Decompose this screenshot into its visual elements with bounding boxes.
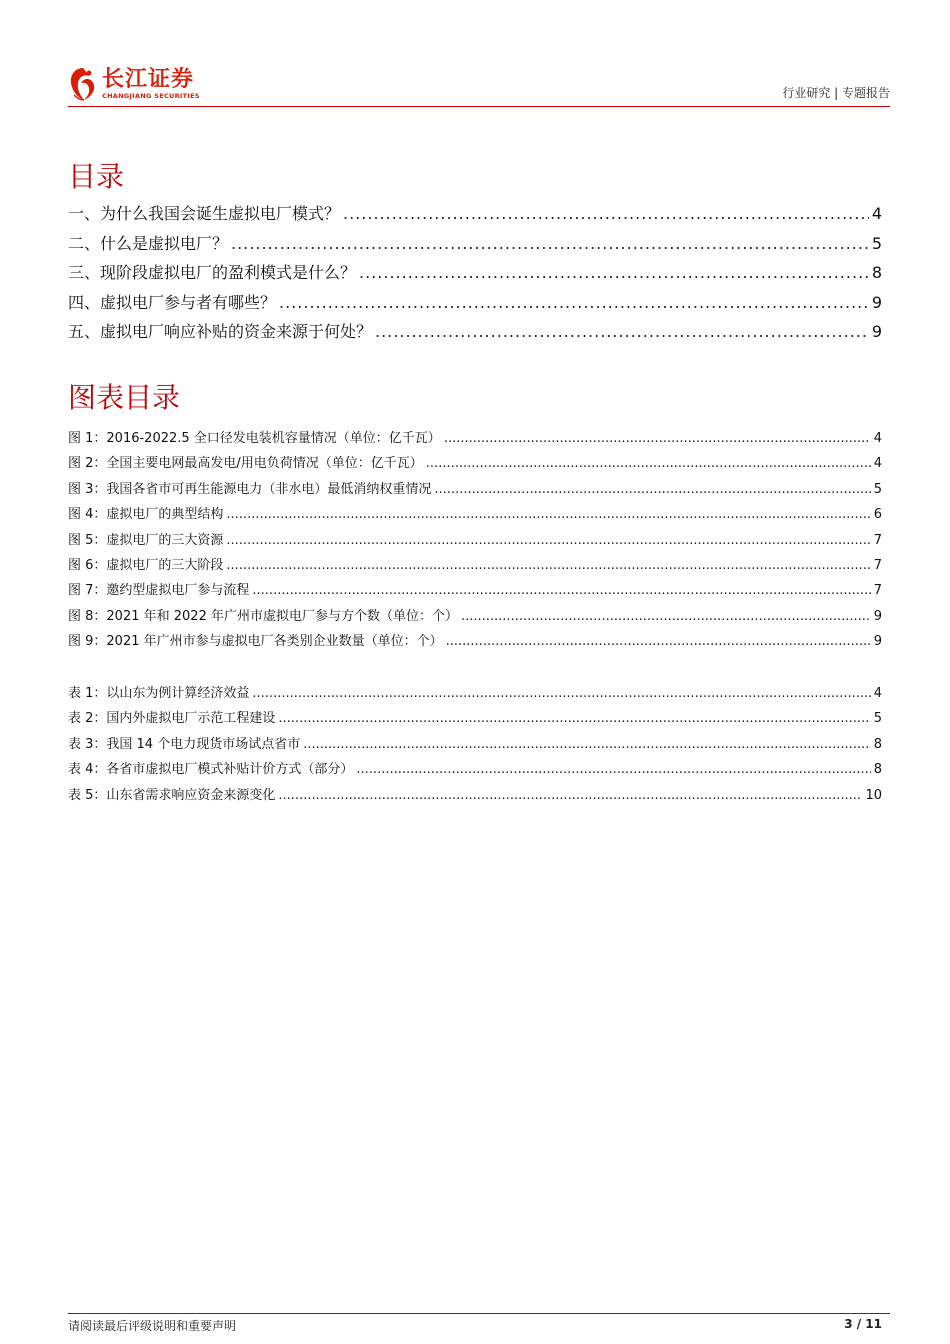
figure-entry-label: 图 4：虚拟电厂的典型结构 bbox=[68, 507, 224, 523]
figure-entry-page: 4 bbox=[873, 431, 882, 446]
table-entry-label: 表 1：以山东为例计算经济效益 bbox=[68, 686, 250, 701]
figure-entry[interactable] bbox=[68, 629, 882, 654]
figure-entry-label: 图 8：2021 年和 2022 年广州市虚拟电厂参与方个数（单位：个） bbox=[68, 608, 458, 624]
table-entry-label: 表 5：山东省需求响应资金来源变化 bbox=[68, 787, 276, 803]
page-header bbox=[68, 62, 890, 108]
toc-entry-label: 四、虚拟电厂参与者有哪些？ bbox=[68, 292, 277, 312]
leader-dots bbox=[375, 317, 869, 347]
table-entry-label: 表 3：我国 14 个电力现货市场试点省市 bbox=[68, 736, 301, 752]
table-entry-label: 表 4：各省市虚拟电厂模式补贴计价方式（部分） bbox=[68, 762, 354, 778]
leader-dots bbox=[461, 604, 871, 629]
footer-disclaimer: 请阅读最后评级说明和重要声明 bbox=[68, 1319, 237, 1333]
figure-entry-label: 图 1：2016-2022.5 全口径发电装机容量情况（单位：亿千瓦） bbox=[68, 431, 441, 446]
toc-entry-page: 4 bbox=[871, 204, 882, 223]
figure-entry[interactable] bbox=[68, 553, 882, 578]
dragon-emblem-icon bbox=[68, 65, 98, 103]
leader-dots bbox=[434, 477, 870, 502]
figure-entry[interactable] bbox=[68, 578, 882, 603]
figure-entry[interactable] bbox=[68, 477, 882, 502]
table-list bbox=[68, 681, 882, 808]
table-entry-page: 8 bbox=[873, 762, 882, 778]
leader-dots bbox=[226, 553, 870, 578]
brand-name-cn: 长江证券 bbox=[102, 67, 195, 92]
figure-entry-page: 9 bbox=[873, 634, 882, 650]
toc-entry-page: 5 bbox=[871, 233, 882, 253]
figure-entry-label: 图 6：虚拟电厂的三大阶段 bbox=[68, 557, 224, 573]
toc-entry[interactable] bbox=[68, 317, 882, 347]
toc-entry[interactable] bbox=[68, 199, 882, 229]
table-entry[interactable] bbox=[68, 783, 882, 808]
figure-entry-label: 图 5：虚拟电厂的三大资源 bbox=[68, 532, 224, 548]
leader-dots bbox=[252, 681, 870, 706]
figure-entry[interactable] bbox=[68, 451, 882, 476]
leader-dots bbox=[226, 502, 870, 527]
figure-entry-page: 7 bbox=[873, 583, 882, 599]
toc-title: 目录 bbox=[68, 160, 125, 193]
table-entry-page: 10 bbox=[865, 787, 882, 803]
table-entry-label: 表 2：国内外虚拟电厂示范工程建设 bbox=[68, 711, 276, 727]
table-entry[interactable] bbox=[68, 732, 882, 757]
figures-toc-title: 图表目录 bbox=[68, 381, 181, 414]
toc-entry-page: 8 bbox=[871, 263, 882, 283]
figure-entry[interactable] bbox=[68, 426, 882, 451]
figure-entry-page: 9 bbox=[873, 608, 882, 624]
figure-entry[interactable] bbox=[68, 502, 882, 527]
toc-entry[interactable] bbox=[68, 288, 882, 318]
table-entry[interactable] bbox=[68, 681, 882, 706]
toc-entry[interactable] bbox=[68, 229, 882, 259]
leader-dots bbox=[446, 629, 871, 654]
toc-entry-page: 9 bbox=[871, 292, 882, 312]
table-entry[interactable] bbox=[68, 706, 882, 731]
table-entry-page: 4 bbox=[873, 686, 882, 701]
leader-dots bbox=[278, 706, 870, 731]
toc-entry-label: 五、虚拟电厂响应补贴的资金来源于何处？ bbox=[68, 322, 373, 342]
leader-dots bbox=[426, 451, 871, 476]
figure-entry-page: 6 bbox=[873, 507, 882, 523]
leader-dots bbox=[278, 783, 862, 808]
toc-list bbox=[68, 199, 882, 347]
figure-entry-page: 7 bbox=[873, 557, 882, 573]
leader-dots bbox=[279, 288, 869, 318]
figure-list bbox=[68, 426, 882, 655]
leader-dots bbox=[231, 229, 869, 259]
figure-entry-label: 图 7：邀约型虚拟电厂参与流程 bbox=[68, 583, 250, 599]
figure-entry[interactable] bbox=[68, 604, 882, 629]
leader-dots bbox=[359, 258, 869, 288]
toc-entry[interactable] bbox=[68, 258, 882, 288]
leader-dots bbox=[444, 426, 871, 451]
header-divider bbox=[68, 106, 890, 107]
leader-dots bbox=[356, 757, 870, 782]
leader-dots bbox=[252, 578, 870, 603]
leader-dots bbox=[303, 732, 871, 757]
toc-entry-label: 一、为什么我国会诞生虚拟电厂模式？ bbox=[68, 204, 341, 223]
brand-name-en: CHANGJIANG SECURITIES bbox=[102, 92, 200, 100]
table-entry-page: 8 bbox=[873, 736, 882, 752]
figure-entry-label: 图 9：2021 年广州市参与虚拟电厂各类别企业数量（单位：个） bbox=[68, 634, 443, 650]
leader-dots bbox=[226, 528, 870, 553]
figure-entry[interactable] bbox=[68, 528, 882, 553]
report-category: 行业研究 | 专题报告 bbox=[782, 86, 890, 100]
footer-divider bbox=[68, 1313, 890, 1314]
page-indicator: 3 / 11 bbox=[844, 1317, 882, 1331]
table-entry[interactable] bbox=[68, 757, 882, 782]
figure-entry-label: 图 2：全国主要电网最高发电/用电负荷情况（单位：亿千瓦） bbox=[68, 456, 423, 472]
toc-entry-label: 二、什么是虚拟电厂？ bbox=[68, 233, 229, 253]
leader-dots bbox=[343, 199, 869, 229]
figure-entry-label: 图 3：我国各省市可再生能源电力（非水电）最低消纳权重情况 bbox=[68, 481, 432, 497]
figure-entry-page: 4 bbox=[873, 456, 882, 472]
table-entry-page: 5 bbox=[873, 711, 882, 727]
toc-entry-label: 三、现阶段虚拟电厂的盈利模式是什么？ bbox=[68, 263, 357, 283]
toc-entry-page: 9 bbox=[871, 322, 882, 342]
figure-entry-page: 7 bbox=[873, 532, 882, 548]
figure-entry-page: 5 bbox=[873, 481, 882, 497]
brand-logo bbox=[68, 64, 200, 104]
